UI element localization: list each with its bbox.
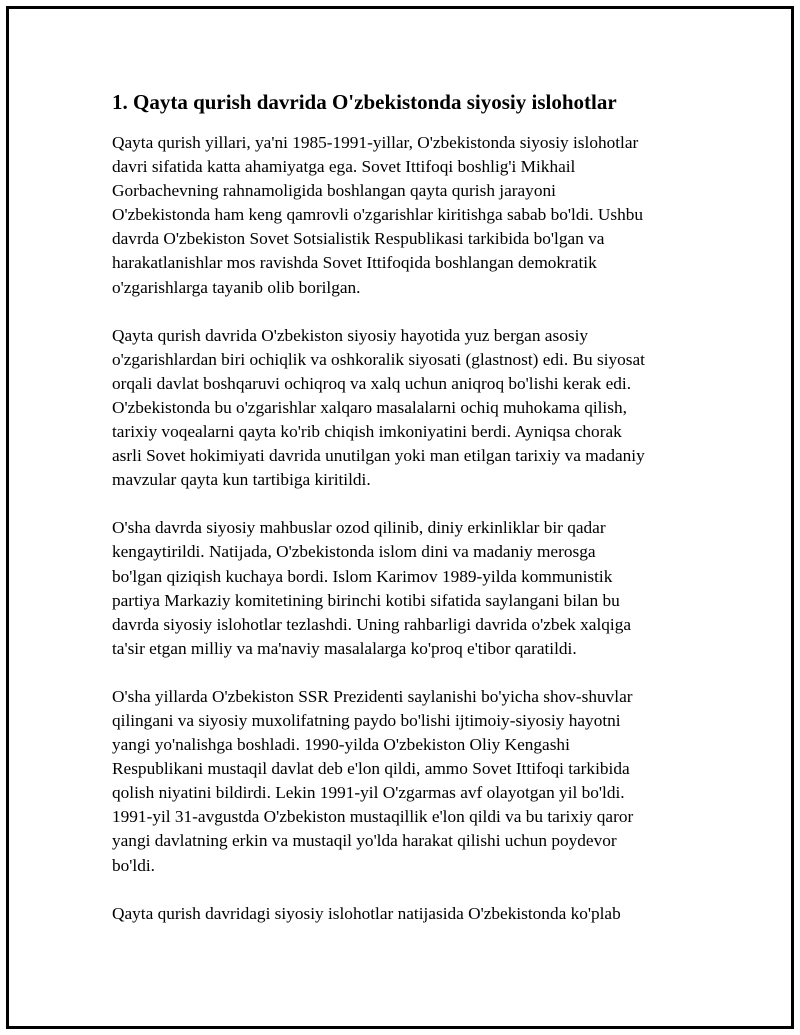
paragraph-5	[112, 902, 692, 926]
document-body	[112, 88, 692, 950]
text-line: O'sha davrda siyosiy mahbuslar ozod qilinib, diniy erkinliklar bir qadar	[112, 518, 606, 538]
text-line: qilingani va siyosiy muxolifatning paydo bo'lishi ijtimoiy-siyosiy hayotni	[112, 710, 621, 730]
text-line: Qayta qurish davrida O'zbekiston siyosiy hayotida yuz bergan asosiy	[112, 325, 589, 345]
text-line: Qayta qurish davridagi siyosiy islohotlar natijasida O'zbekistonda ko'plab	[112, 903, 621, 923]
text-line: partiya Markaziy komitetining birinchi kotibi sifatida saylangani bilan bu	[112, 590, 620, 610]
text-line: bo'ldi.	[112, 855, 155, 875]
paragraph-4	[112, 685, 692, 878]
text-line: yangi davlatning erkin va mustaqil yo'lda harakat qilishi uchun poydevor	[112, 831, 617, 851]
text-line: O'sha yillarda O'zbekiston SSR Prezidenti saylanishi bo'yicha shov-shuvlar	[112, 686, 633, 706]
text-line: O'zbekistonda bu o'zgarishlar xalqaro masalalarni ochiq muhokama qilish,	[112, 397, 627, 417]
paragraph-1	[112, 131, 692, 300]
document-title: 1. Qayta qurish davrida O'zbekistonda siyosiy islohotlar	[112, 90, 617, 114]
text-line: yangi yo'nalishga boshladi. 1990-yilda O'zbekiston Oliy Kengashi	[112, 735, 570, 755]
text-line: o'zgarishlardan biri ochiqlik va oshkoralik siyosati (glastnost) edi. Bu siyosat	[112, 349, 645, 369]
paragraph-3	[112, 516, 692, 661]
text-line: harakatlanishlar mos ravishda Sovet Ittifoqida boshlangan demokratik	[112, 253, 597, 273]
text-line: tarixiy voqealarni qayta ko'rib chiqish imkoniyatini berdi. Ayniqsa chorak	[112, 422, 622, 442]
text-line: kengaytirildi. Natijada, O'zbekistonda islom dini va madaniy merosga	[112, 542, 596, 562]
text-line: Gorbachevning rahnamoligida boshlangan qayta qurish jarayoni	[112, 181, 556, 201]
text-line: 1991-yil 31-avgustda O'zbekiston mustaqillik e'lon qildi va bu tarixiy qaror	[112, 807, 634, 827]
text-line: asrli Sovet hokimiyati davrida unutilgan yoki man etilgan tarixiy va madaniy	[112, 446, 645, 466]
text-line: O'zbekistonda ham keng qamrovli o'zgarishlar kiritishga sabab bo'ldi. Ushbu	[112, 205, 644, 225]
text-line: ta'sir etgan milliy va ma'naviy masalalarga ko'proq e'tibor qaratildi.	[112, 638, 577, 658]
text-line: bo'lgan qiziqish kuchaya bordi. Islom Karimov 1989-yilda kommunistik	[112, 566, 613, 586]
text-line: davrda siyosiy islohotlar tezlashdi. Uning rahbarligi davrida o'zbek xalqiga	[112, 614, 632, 634]
paragraph-2	[112, 324, 692, 493]
text-line: Qayta qurish yillari, ya'ni 1985-1991-yillar, O'zbekistonda siyosiy islohotlar	[112, 133, 639, 152]
text-line: qolish niyatini bildirdi. Lekin 1991-yil O'zgarmas avf olayotgan yil bo'ldi.	[112, 783, 625, 803]
text-line: o'zgarishlarga tayanib olib borilgan.	[112, 277, 361, 297]
text-line: davri sifatida katta ahamiyatga ega. Sovet Ittifoqi boshlig'i Mikhail	[112, 157, 576, 177]
text-line: davrda O'zbekiston Sovet Sotsialistik Respublikasi tarkibida bo'lgan va	[112, 229, 605, 249]
text-line: orqali davlat boshqaruvi ochiqroq va xalq uchun aniqroq bo'lishi kerak edi.	[112, 373, 632, 393]
text-line: mavzular qayta kun tartibiga kiritildi.	[112, 470, 371, 490]
text-line: Respublikani mustaqil davlat deb e'lon qildi, ammo Sovet Ittifoqi tarkibida	[112, 759, 630, 779]
